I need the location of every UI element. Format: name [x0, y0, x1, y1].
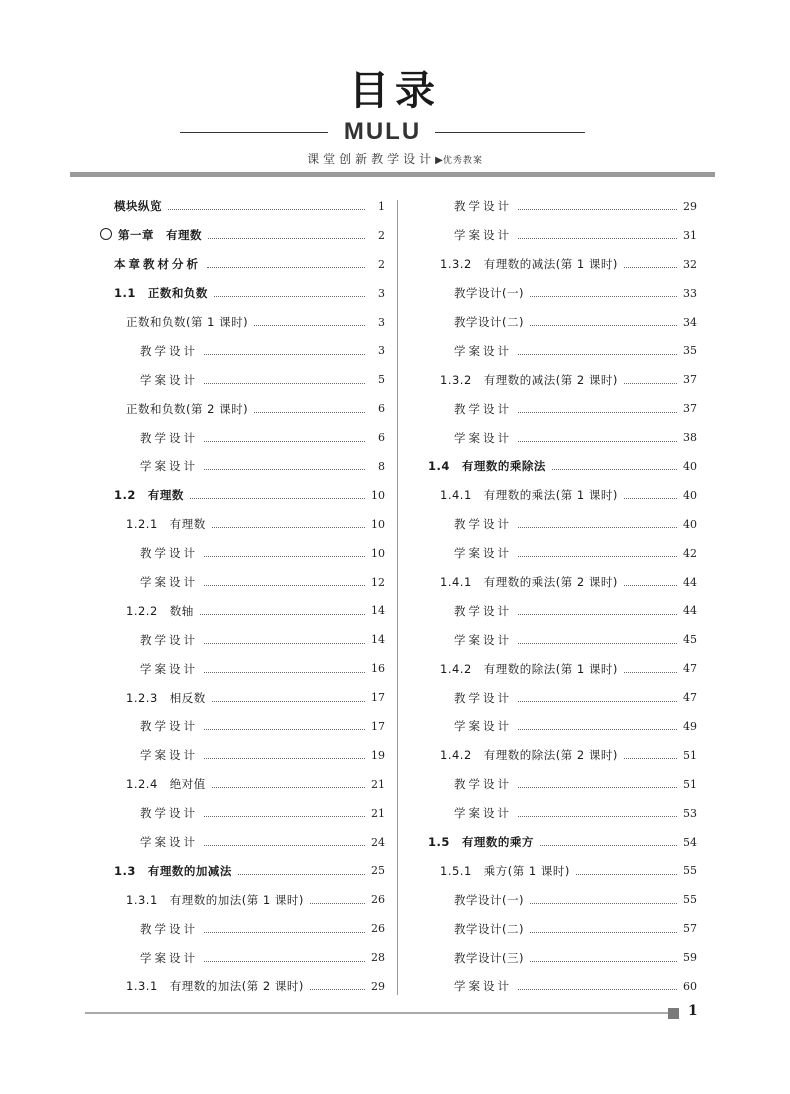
toc-entry-text: 教学设计	[140, 343, 198, 358]
toc-entry[interactable]	[420, 423, 697, 452]
toc-entry-text: 教学设计(一)	[454, 892, 524, 907]
toc-entry-label	[454, 805, 512, 821]
dot-leader	[214, 295, 365, 297]
toc-entry-page: 14	[371, 633, 385, 647]
toc-entry[interactable]	[100, 712, 385, 741]
toc-entry-label	[440, 863, 570, 879]
toc-entry-label	[126, 516, 206, 532]
toc-entry-page: 40	[683, 517, 697, 531]
header-rule	[70, 172, 715, 177]
toc-entry-page: 35	[683, 344, 697, 358]
toc-entry[interactable]	[100, 365, 385, 394]
toc-entry-page: 31	[683, 228, 697, 242]
toc-entry-text: 教学设计	[140, 921, 198, 936]
page-number: 1	[688, 1003, 698, 1019]
toc-entry-label	[140, 950, 198, 966]
toc-entry-label	[454, 921, 524, 937]
toc-entry-label	[114, 285, 208, 301]
toc-entry[interactable]	[420, 221, 697, 250]
toc-entry-label	[140, 921, 198, 937]
toc-entry-text: 学案设计	[140, 575, 198, 590]
dot-leader	[624, 382, 677, 384]
toc-entry[interactable]	[420, 770, 697, 799]
toc-entry-label	[140, 343, 198, 359]
toc-entry-label	[126, 603, 194, 619]
dot-leader	[204, 844, 365, 846]
toc-entry[interactable]	[420, 712, 697, 741]
toc-entry-text: 学案设计	[140, 661, 198, 676]
toc-entry-label	[454, 690, 512, 706]
toc-entry[interactable]	[100, 741, 385, 770]
toc-entry[interactable]	[100, 308, 385, 337]
toc-entry-page: 14	[371, 604, 385, 618]
toc-entry[interactable]	[100, 423, 385, 452]
dot-leader	[204, 960, 365, 962]
toc-entry[interactable]	[420, 683, 697, 712]
toc-entry-label	[454, 343, 512, 359]
toc-entry-page: 32	[683, 257, 697, 271]
toc-entry-page: 5	[378, 373, 385, 387]
toc-entry-page: 44	[683, 604, 697, 618]
toc-entry[interactable]	[100, 885, 385, 914]
toc-entry-page: 21	[371, 806, 385, 820]
toc-entry[interactable]	[420, 828, 697, 857]
toc-entry-text: 教学设计	[140, 719, 198, 734]
toc-entry-label	[454, 776, 512, 792]
toc-entry[interactable]	[100, 279, 385, 308]
dot-leader	[204, 728, 365, 730]
dot-leader	[310, 902, 365, 904]
toc-entry-page: 12	[371, 575, 385, 589]
toc-entry-page: 2	[378, 228, 385, 242]
toc-entry-text: 教学设计	[140, 632, 198, 647]
toc-entry-label	[114, 256, 201, 272]
toc-entry-page: 10	[371, 546, 385, 560]
toc-entry-page: 53	[683, 806, 697, 820]
toc-entry-label	[140, 661, 198, 677]
toc-entry[interactable]	[100, 943, 385, 972]
dot-leader	[212, 526, 365, 528]
toc-entry-label	[440, 372, 618, 388]
toc-entry-label	[140, 372, 198, 388]
toc-entry-label	[140, 834, 198, 850]
toc-entry-page: 3	[378, 344, 385, 358]
toc-entry-page: 26	[371, 893, 385, 907]
toc-entry[interactable]	[420, 394, 697, 423]
pinyin-title: MULU	[343, 118, 422, 145]
column-divider	[397, 200, 398, 995]
toc-entry-page: 17	[371, 719, 385, 733]
toc-entry-text: 1.3 有理数的加减法	[114, 863, 232, 878]
dot-leader	[518, 411, 677, 413]
toc-entry-label	[454, 401, 512, 417]
toc-entry-page: 55	[683, 893, 697, 907]
toc-entry[interactable]	[420, 279, 697, 308]
toc-entry-page: 37	[683, 373, 697, 387]
circle-bullet-icon	[100, 228, 112, 240]
dot-leader	[204, 931, 365, 933]
dot-leader	[624, 671, 677, 673]
toc-entry-text: 1.2.2 数轴	[126, 603, 194, 618]
toc-entry-text: 1.4.1 有理数的乘法(第 2 课时)	[440, 575, 618, 590]
divider	[435, 132, 585, 133]
toc-entry-label	[440, 487, 618, 503]
toc-entry-label	[454, 632, 512, 648]
toc-entry[interactable]	[100, 596, 385, 625]
toc-entry-text: 第一章 有理数	[118, 228, 202, 243]
toc-entry-text: 1.4.1 有理数的乘法(第 1 课时)	[440, 488, 618, 503]
toc-entry[interactable]	[420, 625, 697, 654]
toc-entry-page: 54	[683, 835, 697, 849]
toc-entry-label	[114, 198, 162, 214]
toc-entry-label	[126, 401, 248, 417]
dot-leader	[204, 642, 365, 644]
dot-leader	[518, 728, 677, 730]
dot-leader	[204, 815, 365, 817]
toc-entry[interactable]	[100, 336, 385, 365]
toc-entry-label	[114, 863, 232, 879]
toc-entry[interactable]	[420, 972, 697, 1001]
toc-entry-page: 47	[683, 691, 697, 705]
toc-entry[interactable]	[100, 452, 385, 481]
toc-entry-label	[454, 978, 512, 994]
toc-entry-text: 教学设计	[454, 199, 512, 214]
toc-entry-page: 29	[371, 979, 385, 993]
toc-entry[interactable]	[420, 365, 697, 394]
pinyin-row	[180, 118, 585, 146]
dot-leader	[530, 902, 677, 904]
toc-entry-text: 1.2.4 绝对值	[126, 777, 206, 792]
toc-entry-label	[126, 776, 206, 792]
toc-entry-label	[454, 950, 524, 966]
toc-entry[interactable]	[420, 654, 697, 683]
toc-entry-text: 1.4.2 有理数的除法(第 1 课时)	[440, 661, 618, 676]
toc-entry-text: 模块纵览	[114, 199, 162, 214]
toc-entry-label	[140, 430, 198, 446]
toc-entry-page: 2	[378, 257, 385, 271]
subtitle-small: 优秀教案	[442, 156, 483, 166]
toc-entry-text: 教学设计(二)	[454, 921, 524, 936]
toc-entry-text: 学案设计	[454, 430, 512, 445]
toc-entry-page: 29	[683, 199, 697, 213]
toc-entry-page: 40	[683, 459, 697, 473]
toc-entry-page: 34	[683, 315, 697, 329]
dot-leader	[518, 353, 677, 355]
toc-entry[interactable]	[420, 799, 697, 828]
toc-entry-label	[126, 690, 206, 706]
toc-entry-page: 60	[683, 979, 697, 993]
toc-entry-page: 51	[683, 748, 697, 762]
toc-entry-page: 3	[378, 315, 385, 329]
toc-entry-label	[140, 574, 198, 590]
toc-entry-page: 51	[683, 777, 697, 791]
dot-leader	[310, 988, 365, 990]
toc-entry-page: 55	[683, 864, 697, 878]
dot-leader	[530, 960, 677, 962]
dot-leader	[518, 786, 677, 788]
toc-entry[interactable]	[100, 972, 385, 1001]
toc-entry[interactable]	[420, 192, 697, 221]
toc-right-column	[420, 192, 697, 1001]
footer-rule	[85, 1012, 668, 1014]
toc-entry[interactable]	[100, 394, 385, 423]
toc-entry[interactable]	[420, 539, 697, 568]
toc-entry[interactable]	[420, 452, 697, 481]
dot-leader	[518, 208, 677, 210]
toc-entry-text: 1.1 正数和负数	[114, 286, 208, 301]
toc-entry-page: 24	[371, 835, 385, 849]
dot-leader	[540, 844, 677, 846]
toc-entry-text: 教学设计	[140, 806, 198, 821]
toc-entry[interactable]	[100, 828, 385, 857]
dot-leader	[204, 757, 365, 759]
toc-entry-label	[140, 458, 198, 474]
dot-leader	[624, 757, 677, 759]
toc-entry-text: 学案设计	[454, 979, 512, 994]
toc-entry-page: 44	[683, 575, 697, 589]
toc-entry-page: 10	[371, 488, 385, 502]
dot-leader	[204, 440, 365, 442]
toc-entry-label	[440, 256, 618, 272]
toc-entry[interactable]	[420, 914, 697, 943]
toc-entry-page: 47	[683, 662, 697, 676]
toc-entry-text: 1.5 有理数的乘方	[428, 835, 534, 850]
dot-leader	[204, 353, 365, 355]
footer-square-icon	[668, 1008, 679, 1019]
toc-entry-label	[454, 545, 512, 561]
toc-entry-text: 正数和负数(第 1 课时)	[126, 315, 249, 329]
toc-entry[interactable]	[420, 943, 697, 972]
toc-entry[interactable]	[100, 654, 385, 683]
toc-entry[interactable]	[100, 799, 385, 828]
dot-leader	[518, 815, 677, 817]
toc-entry-text: 1.3.1 有理数的加法(第 1 课时)	[126, 892, 304, 907]
toc-entry-label	[140, 718, 198, 734]
dot-leader	[576, 873, 677, 875]
toc-entry-text: 学案设计	[140, 459, 198, 474]
toc-entry-label	[428, 458, 546, 474]
toc-entry-text: 1.2 有理数	[114, 488, 184, 503]
toc-entry-text: 1.5.1 乘方(第 1 课时)	[440, 863, 570, 878]
toc-entry-label	[428, 834, 534, 850]
toc-entry-page: 28	[371, 951, 385, 965]
toc-entry[interactable]	[100, 625, 385, 654]
toc-entry-label	[140, 805, 198, 821]
dot-leader	[207, 266, 365, 268]
toc-entry[interactable]	[420, 308, 697, 337]
toc-entry-text: 学案设计	[140, 372, 198, 387]
toc-entry[interactable]	[100, 192, 385, 221]
toc-entry-text: 学案设计	[454, 228, 512, 243]
toc-entry-label	[440, 747, 618, 763]
dot-leader	[518, 237, 677, 239]
toc-entry-label	[454, 314, 524, 330]
toc-entry-page: 57	[683, 922, 697, 936]
toc-entry-page: 59	[683, 951, 697, 965]
toc-entry[interactable]	[420, 568, 697, 597]
dot-leader	[518, 555, 677, 557]
toc-entry-text: 教学设计(一)	[454, 286, 524, 301]
toc-entry-text: 学案设计	[140, 950, 198, 965]
dot-leader	[530, 295, 677, 297]
toc-entry-label	[140, 545, 198, 561]
toc-entry-page: 17	[371, 691, 385, 705]
toc-entry-label	[440, 574, 618, 590]
toc-entry[interactable]	[420, 885, 697, 914]
toc-entry-page: 25	[371, 864, 385, 878]
toc-entry-label	[454, 198, 512, 214]
dot-leader	[204, 555, 365, 557]
dot-leader	[204, 468, 365, 470]
toc-entry-label	[100, 227, 202, 243]
toc-entry-label	[126, 978, 304, 994]
toc-entry[interactable]	[100, 250, 385, 279]
toc-entry[interactable]	[100, 510, 385, 539]
dot-leader	[518, 700, 677, 702]
dot-leader	[624, 584, 677, 586]
toc-entry[interactable]	[100, 568, 385, 597]
toc-entry-label	[454, 285, 524, 301]
toc-entry-text: 1.3.2 有理数的减法(第 2 课时)	[440, 372, 618, 387]
toc-entry-text: 学案设计	[454, 343, 512, 358]
toc-entry-text: 学案设计	[454, 719, 512, 734]
toc-entry-page: 21	[371, 777, 385, 791]
toc-entry-text: 教学设计	[454, 517, 512, 532]
toc-entry[interactable]	[100, 914, 385, 943]
toc-entry-page: 26	[371, 922, 385, 936]
toc-entry-text: 教学设计	[454, 401, 512, 416]
toc-entry-page: 33	[683, 286, 697, 300]
toc-entry[interactable]	[100, 770, 385, 799]
toc-entry-text: 学案设计	[454, 806, 512, 821]
toc-entry[interactable]	[420, 856, 697, 885]
toc-entry-label	[126, 892, 304, 908]
toc-entry-text: 学案设计	[140, 748, 198, 763]
toc-entry[interactable]	[100, 856, 385, 885]
dot-leader	[204, 671, 365, 673]
toc-entry-label	[140, 632, 198, 648]
toc-entry[interactable]	[420, 596, 697, 625]
toc-entry-label	[454, 892, 524, 908]
toc-entry-label	[454, 430, 512, 446]
toc-entry-text: 教学设计	[454, 603, 512, 618]
toc-entry-page: 8	[378, 459, 385, 473]
toc-left-column	[100, 192, 385, 1001]
series-subtitle	[0, 150, 790, 167]
toc-entry-page: 1	[378, 199, 385, 213]
toc-entry-text: 学案设计	[454, 546, 512, 561]
toc-entry-page: 6	[378, 431, 385, 445]
dot-leader	[518, 613, 677, 615]
toc-entry-page: 42	[683, 546, 697, 560]
dot-leader	[530, 324, 677, 326]
toc-entry-text: 正数和负数(第 2 课时)	[126, 401, 249, 416]
toc-entry[interactable]	[420, 481, 697, 510]
toc-entry[interactable]	[420, 741, 697, 770]
toc-entry-text: 教学设计	[454, 777, 512, 792]
dot-leader	[204, 584, 365, 586]
toc-entry-label	[126, 314, 248, 330]
toc-entry-label	[114, 487, 184, 503]
toc-entry-text: 1.4.2 有理数的除法(第 2 课时)	[440, 748, 618, 763]
toc-entry-text: 学案设计	[454, 632, 512, 647]
toc-entry-page: 37	[683, 402, 697, 416]
page-title: 目录	[349, 67, 441, 114]
play-arrow-icon: ▶	[435, 155, 443, 166]
toc-entry-text: 1.4 有理数的乘除法	[428, 459, 546, 474]
dot-leader	[200, 613, 365, 615]
subtitle-main: 课堂创新教学设计	[307, 152, 436, 166]
toc-entry-text: 教学设计(三)	[454, 950, 524, 965]
dot-leader	[204, 382, 365, 384]
dot-leader	[190, 497, 365, 499]
toc-entry[interactable]	[420, 336, 697, 365]
toc-entry-page: 19	[371, 748, 385, 762]
dot-leader	[212, 786, 365, 788]
toc-entry-page: 38	[683, 431, 697, 445]
dot-leader	[518, 642, 677, 644]
toc-entry-page: 3	[378, 286, 385, 300]
toc-entry[interactable]	[420, 510, 697, 539]
dot-leader	[518, 440, 677, 442]
toc-entry-label	[440, 661, 618, 677]
toc-entry-text: 1.3.2 有理数的减法(第 1 课时)	[440, 257, 618, 272]
toc-entry-label	[454, 516, 512, 532]
dot-leader	[624, 266, 677, 268]
dot-leader	[552, 468, 677, 470]
toc-entry[interactable]	[100, 221, 385, 250]
toc-entry[interactable]	[100, 683, 385, 712]
toc-entry-text: 1.3.1 有理数的加法(第 2 课时)	[126, 979, 304, 994]
dot-leader	[518, 526, 677, 528]
toc-entry-text: 教学设计	[140, 430, 198, 445]
toc-entry-text: 教学设计	[454, 690, 512, 705]
toc-entry-text: 1.2.3 相反数	[126, 690, 206, 705]
toc-entry[interactable]	[100, 481, 385, 510]
toc-entry-label	[454, 227, 512, 243]
toc-entry-page: 49	[683, 719, 697, 733]
toc-entry[interactable]	[420, 250, 697, 279]
dot-leader	[254, 324, 365, 326]
dot-leader	[254, 411, 365, 413]
toc-entry-page: 16	[371, 662, 385, 676]
toc-entry-page: 40	[683, 488, 697, 502]
toc-entry-label	[140, 747, 198, 763]
toc-entry-text: 教学设计(二)	[454, 315, 524, 329]
toc-entry-page: 10	[371, 517, 385, 531]
dot-leader	[624, 497, 677, 499]
dot-leader	[208, 237, 365, 239]
dot-leader	[530, 931, 677, 933]
dot-leader	[168, 208, 365, 210]
dot-leader	[238, 873, 365, 875]
toc-entry-text: 学案设计	[140, 835, 198, 850]
toc-entry-page: 6	[378, 402, 385, 416]
toc-entry[interactable]	[100, 539, 385, 568]
toc-entry-text: 本章教材分析	[114, 257, 201, 272]
toc-entry-label	[454, 718, 512, 734]
toc-entry-label	[454, 603, 512, 619]
dot-leader	[212, 700, 365, 702]
dot-leader	[518, 988, 677, 990]
toc-entry-text: 1.2.1 有理数	[126, 517, 206, 532]
toc-entry-page: 45	[683, 633, 697, 647]
toc-entry-text: 教学设计	[140, 546, 198, 561]
